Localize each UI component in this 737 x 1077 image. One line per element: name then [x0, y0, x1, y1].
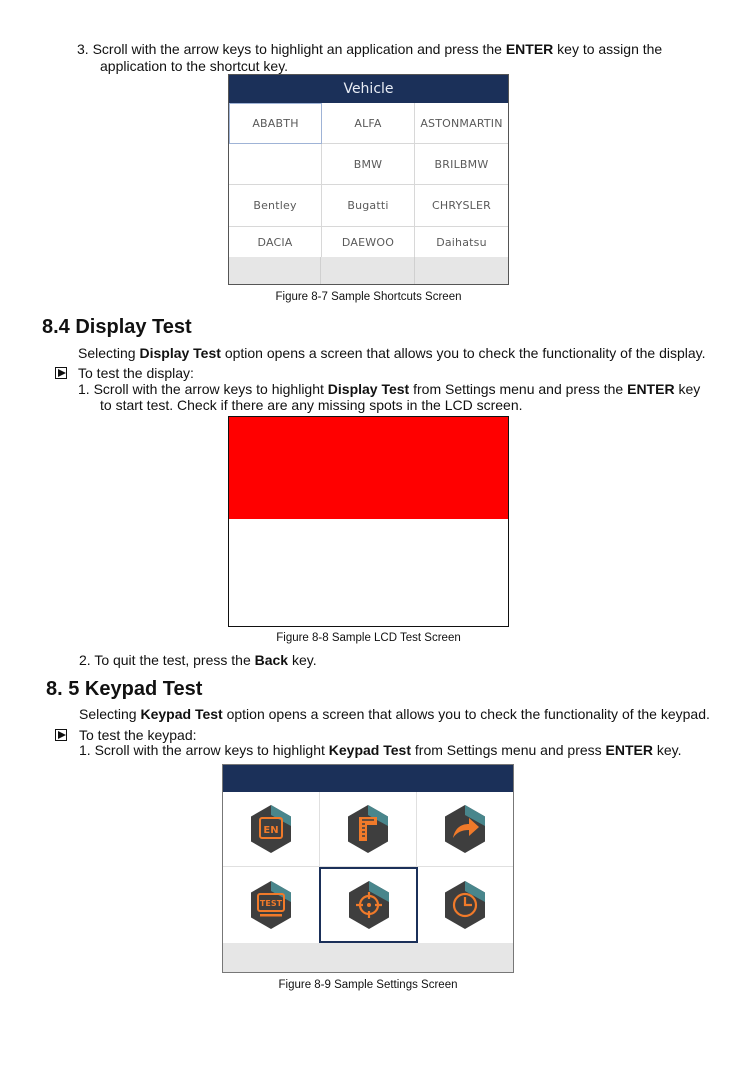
step3-text-a: Scroll with the arrow keys to highlight an application and press the — [92, 41, 502, 57]
section-8-5-heading: 8. 5 Keypad Test — [46, 678, 203, 700]
vehicle-cell-daewoo[interactable]: DAEWOO — [322, 227, 415, 257]
lcd-red-area — [229, 417, 508, 519]
step-bold: Display Test — [327, 381, 410, 397]
keypad-test-tile[interactable] — [319, 867, 418, 943]
bullet-test-keypad: To test the keypad: — [79, 727, 197, 743]
step-text: from Settings menu and press — [414, 742, 602, 758]
bottom-bar-divider — [320, 257, 321, 284]
step3-line1 — [77, 40, 699, 58]
step-key: ENTER — [605, 742, 653, 758]
display-test-icon-label: TEST — [259, 899, 283, 908]
vehicle-bottom-bar — [229, 257, 508, 284]
step-key: ENTER — [627, 381, 675, 397]
vehicle-cell-bugatti[interactable]: Bugatti — [322, 185, 415, 227]
language-icon-label: EN — [263, 825, 279, 836]
step-bold: Back — [254, 652, 289, 668]
unit-tile[interactable] — [320, 792, 417, 867]
vehicle-header: Vehicle — [229, 75, 508, 103]
vehicle-grid — [229, 103, 508, 257]
figure-8-8-caption: Figure 8-8 Sample LCD Test Screen — [276, 632, 461, 644]
section-8-4-step1-line2: to start test. Check if there are any missing spots in the LCD screen. — [100, 397, 523, 413]
step-text: key. — [291, 652, 317, 668]
vehicle-cell-alfa[interactable]: ALFA — [322, 103, 415, 144]
lcd-test-screen — [228, 416, 509, 627]
intro-text: Selecting — [79, 706, 137, 722]
language-icon — [249, 804, 293, 854]
step-text: 1. Scroll with the arrow keys to highlight — [78, 381, 324, 397]
bullet-test-display: To test the display: — [78, 365, 194, 381]
settings-screen — [222, 764, 514, 973]
step-text: key. — [656, 742, 682, 758]
vehicle-shortcuts-screen — [228, 74, 509, 285]
clock-icon — [443, 880, 487, 930]
vehicle-cell-blank[interactable] — [229, 144, 322, 185]
display-test-icon — [249, 880, 293, 930]
section-8-5-step1 — [79, 741, 682, 759]
clock-tile[interactable] — [417, 867, 513, 943]
intro-bold: Keypad Test — [140, 706, 223, 722]
step3-number: 3. — [77, 41, 89, 57]
section-8-4-intro — [78, 344, 706, 362]
play-arrow-icon — [55, 367, 67, 379]
keypad-test-icon — [347, 880, 391, 930]
figure-8-9-caption: Figure 8-9 Sample Settings Screen — [278, 979, 458, 991]
step-bold: Keypad Test — [328, 742, 411, 758]
vehicle-cell-bmw[interactable]: BMW — [322, 144, 415, 185]
vehicle-cell-daihatsu[interactable]: Daihatsu — [436, 235, 487, 249]
settings-bottom-bar — [223, 943, 513, 972]
step-text: 1. Scroll with the arrow keys to highlight — [79, 742, 325, 758]
shortcut-icon — [443, 804, 487, 854]
vehicle-cell-brilbmw[interactable]: BRILBMW — [415, 144, 508, 185]
intro-text: option opens a screen that allows you to check the functionality of the display. — [224, 345, 706, 361]
intro-text: Selecting — [78, 345, 136, 361]
section-8-4-step2 — [79, 651, 317, 669]
step-text: from Settings menu and press the — [413, 381, 624, 397]
vehicle-cell-ababth[interactable]: ABABTH — [229, 103, 322, 144]
bottom-bar-divider — [414, 257, 415, 284]
intro-text: option opens a screen that allows you to check the functionality of the keypad. — [226, 706, 710, 722]
step3-line2: application to the shortcut key. — [100, 58, 289, 74]
settings-header — [223, 765, 513, 792]
step-text: 2. To quit the test, press the — [79, 652, 251, 668]
shortcut-tile[interactable] — [417, 792, 513, 867]
step3-key: ENTER — [505, 41, 554, 57]
play-arrow-icon — [55, 729, 67, 741]
vehicle-cell-dacia[interactable]: DACIA — [229, 227, 322, 257]
intro-bold: Display Test — [139, 345, 221, 361]
step-text: key — [678, 381, 701, 397]
section-8-4-heading: 8.4 Display Test — [42, 316, 192, 338]
vehicle-cell-bentley[interactable]: Bentley — [229, 185, 322, 227]
display-test-tile[interactable] — [223, 867, 320, 943]
vehicle-cell-chrysler[interactable]: CHRYSLER — [415, 185, 508, 227]
section-8-5-intro — [79, 705, 710, 723]
vehicle-cell-astonmartin[interactable]: ASTONMARTIN — [415, 103, 508, 144]
step3-text-b: key to assign the — [557, 41, 663, 57]
figure-8-7-caption: Figure 8-7 Sample Shortcuts Screen — [275, 291, 462, 303]
unit-icon — [346, 804, 390, 854]
language-tile[interactable] — [223, 792, 320, 867]
